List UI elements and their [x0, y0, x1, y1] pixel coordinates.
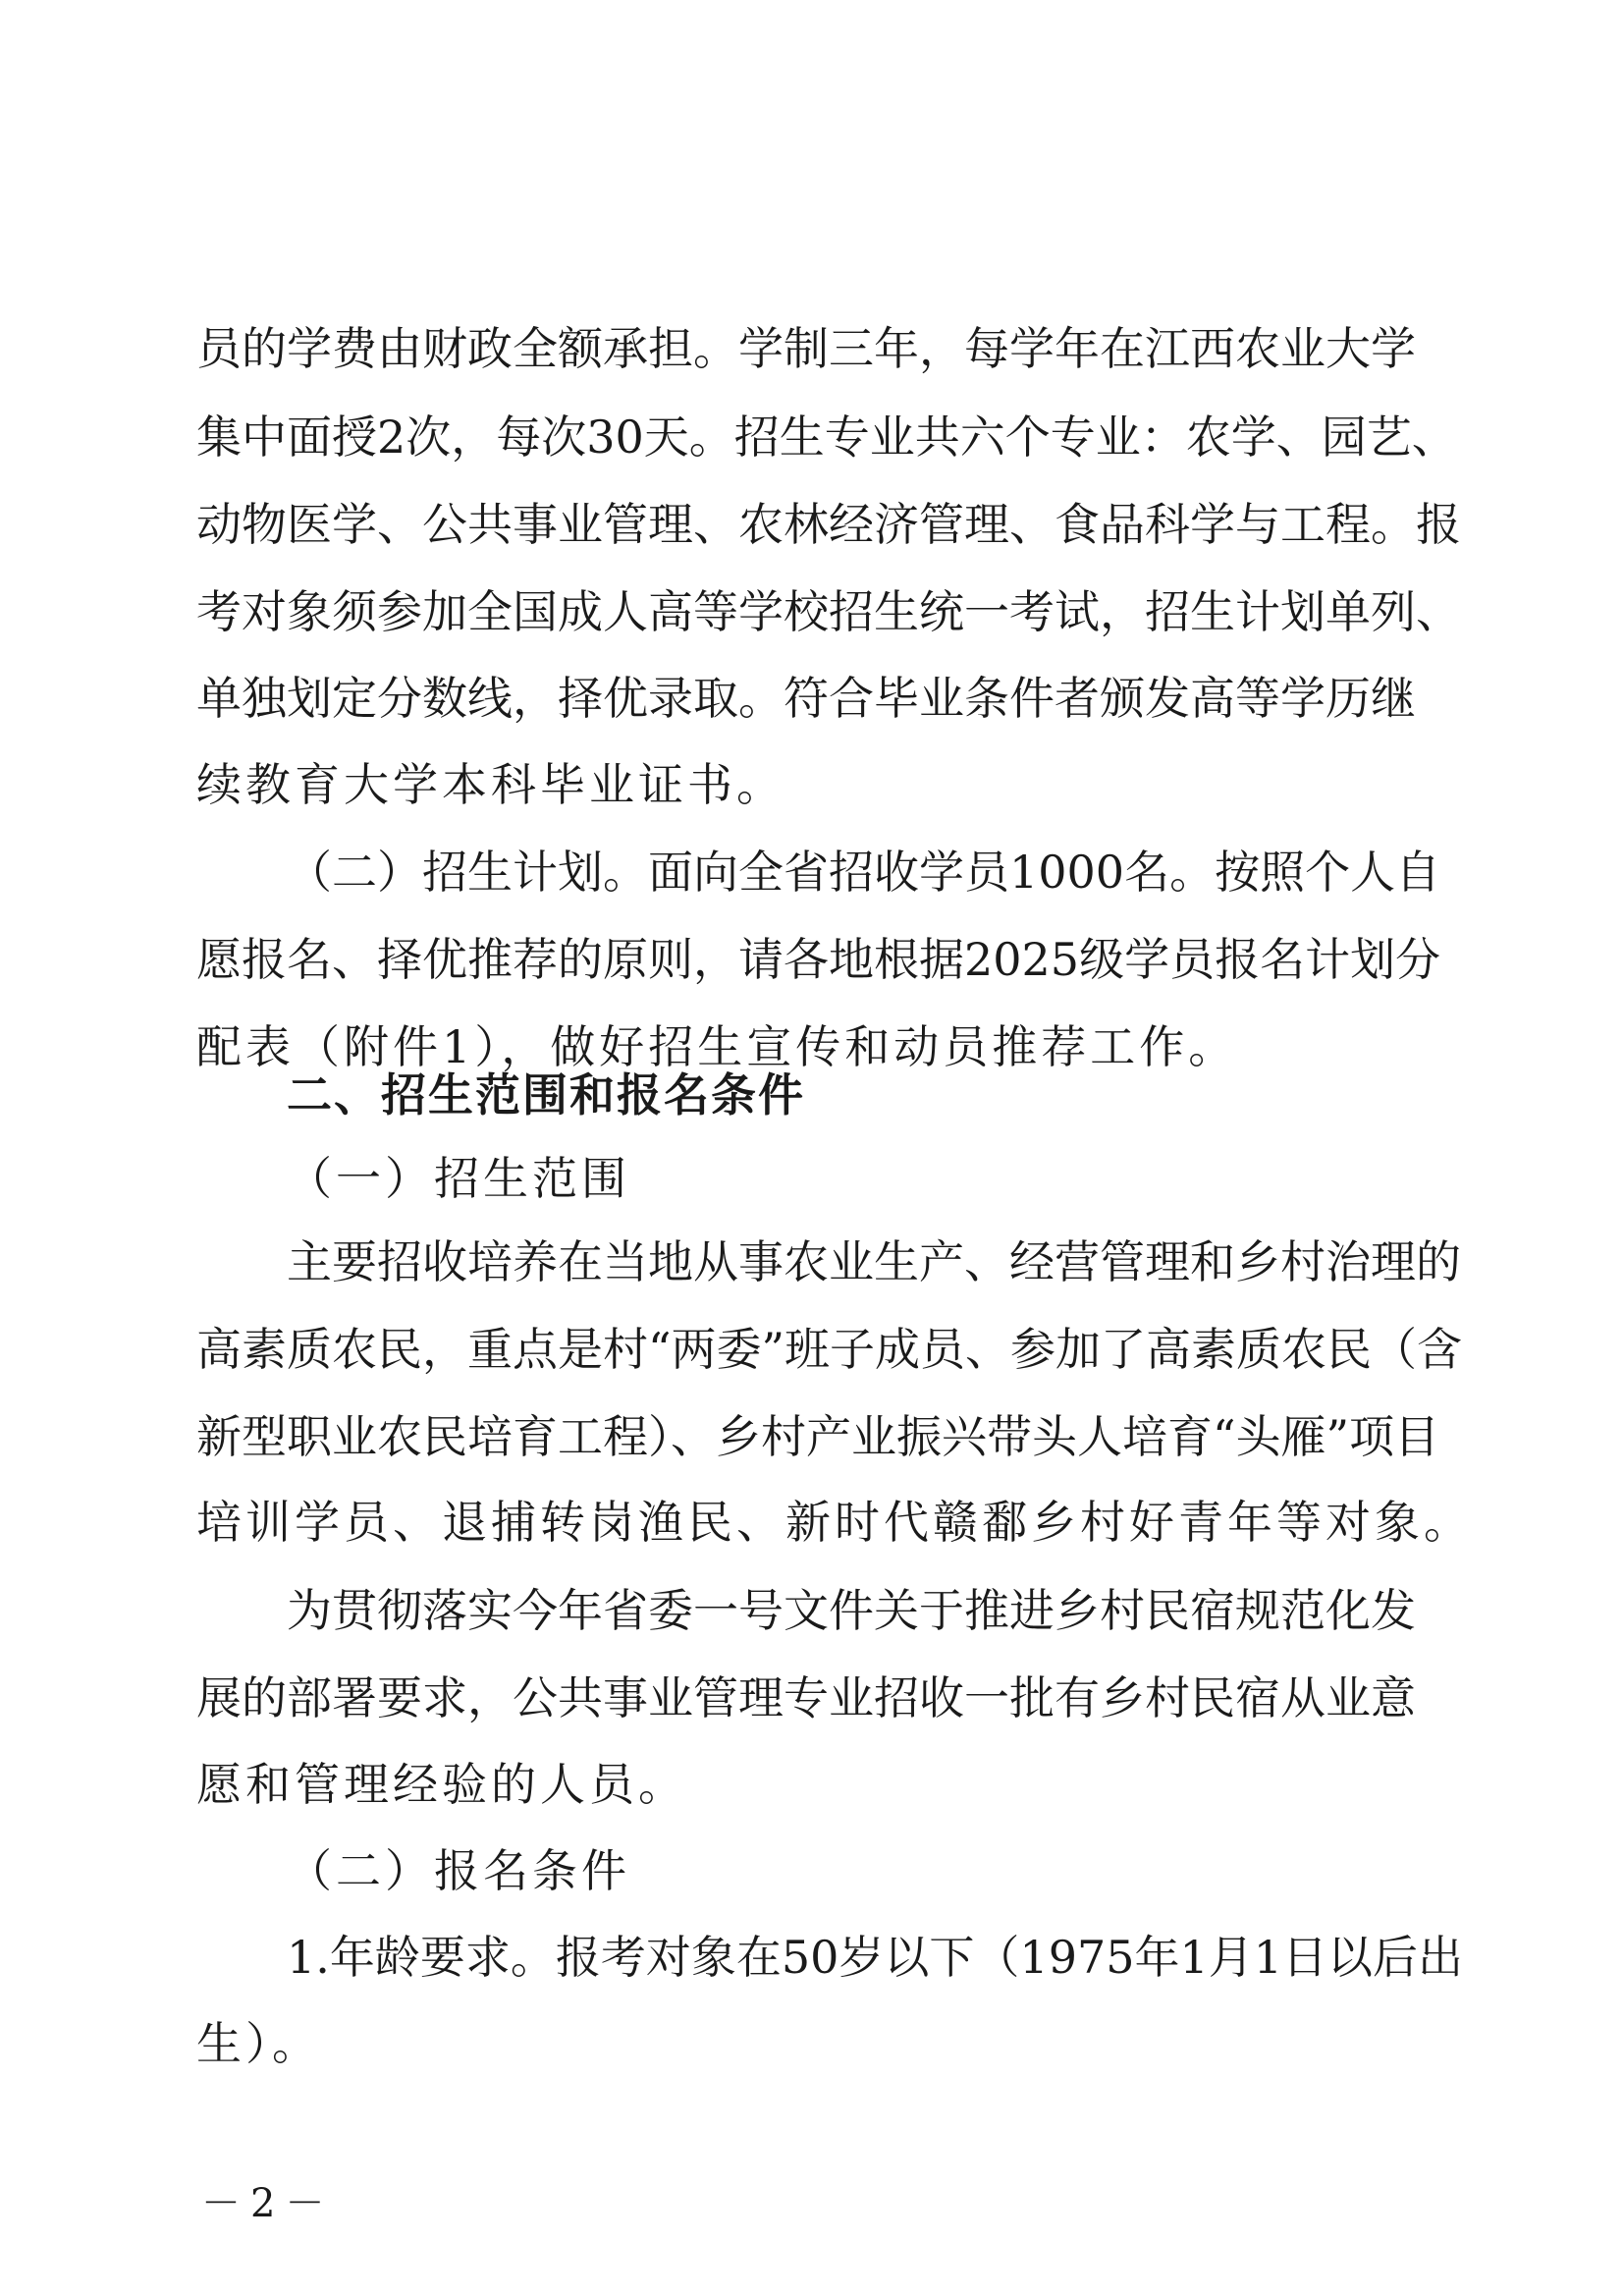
text-line: 员的学费由财政全额承担。学制三年，每学年在江西农业大学 — [196, 322, 1416, 375]
text-line: 动物医学、公共事业管理、农林经济管理、食品科学与工程。报 — [196, 498, 1461, 551]
text-line: （二）招生计划。面向全省招收学员1000名。按照个人自 — [287, 846, 1441, 899]
text-line: 考对象须参加全国成人高等学校招生统一考试，招生计划单列、 — [196, 585, 1461, 638]
text-line: 配表（附件1），做好招生宣传和动员推荐工作。 — [196, 1020, 1238, 1073]
text-line: 生）。 — [196, 2017, 321, 2070]
page-number: －2－ — [201, 2181, 335, 2226]
text-line: 集中面授2次，每次30天。招生专业共六个专业：农学、园艺、 — [196, 410, 1457, 464]
text-line: 主要招收培养在当地从事农业生产、经营管理和乡村治理的 — [287, 1235, 1461, 1288]
text-line: 为贯彻落实今年省委一号文件关于推进乡村民宿规范化发 — [287, 1584, 1416, 1637]
subsection-heading: （二）报名条件 — [287, 1844, 630, 1897]
text-line: 高素质农民，重点是村“两委”班子成员、参加了高素质农民（含 — [196, 1323, 1463, 1376]
text-line: 1.年龄要求。报考对象在50岁以下（1975年1月1日以后出 — [287, 1931, 1464, 1984]
text-line: 单独划定分数线，择优录取。符合毕业条件者颁发高等学历继 — [196, 672, 1416, 725]
text-line: 愿和管理经验的人员。 — [196, 1758, 687, 1811]
section-heading: 二、招生范围和报名条件 — [287, 1068, 805, 1121]
subsection-heading: （一）招生范围 — [287, 1152, 630, 1205]
text-line: 培训学员、退捕转岗渔民、新时代赣鄱乡村好青年等对象。 — [196, 1496, 1473, 1549]
text-line: 展的部署要求，公共事业管理专业招收一批有乡村民宿从业意 — [196, 1671, 1416, 1724]
text-line: 新型职业农民培育工程）、乡村产业振兴带头人培育“头雁”项目 — [196, 1410, 1440, 1463]
text-line: 愿报名、择优推荐的原则，请各地根据2025级学员报名计划分 — [196, 933, 1441, 986]
text-line: 续教育大学本科毕业证书。 — [196, 758, 785, 811]
